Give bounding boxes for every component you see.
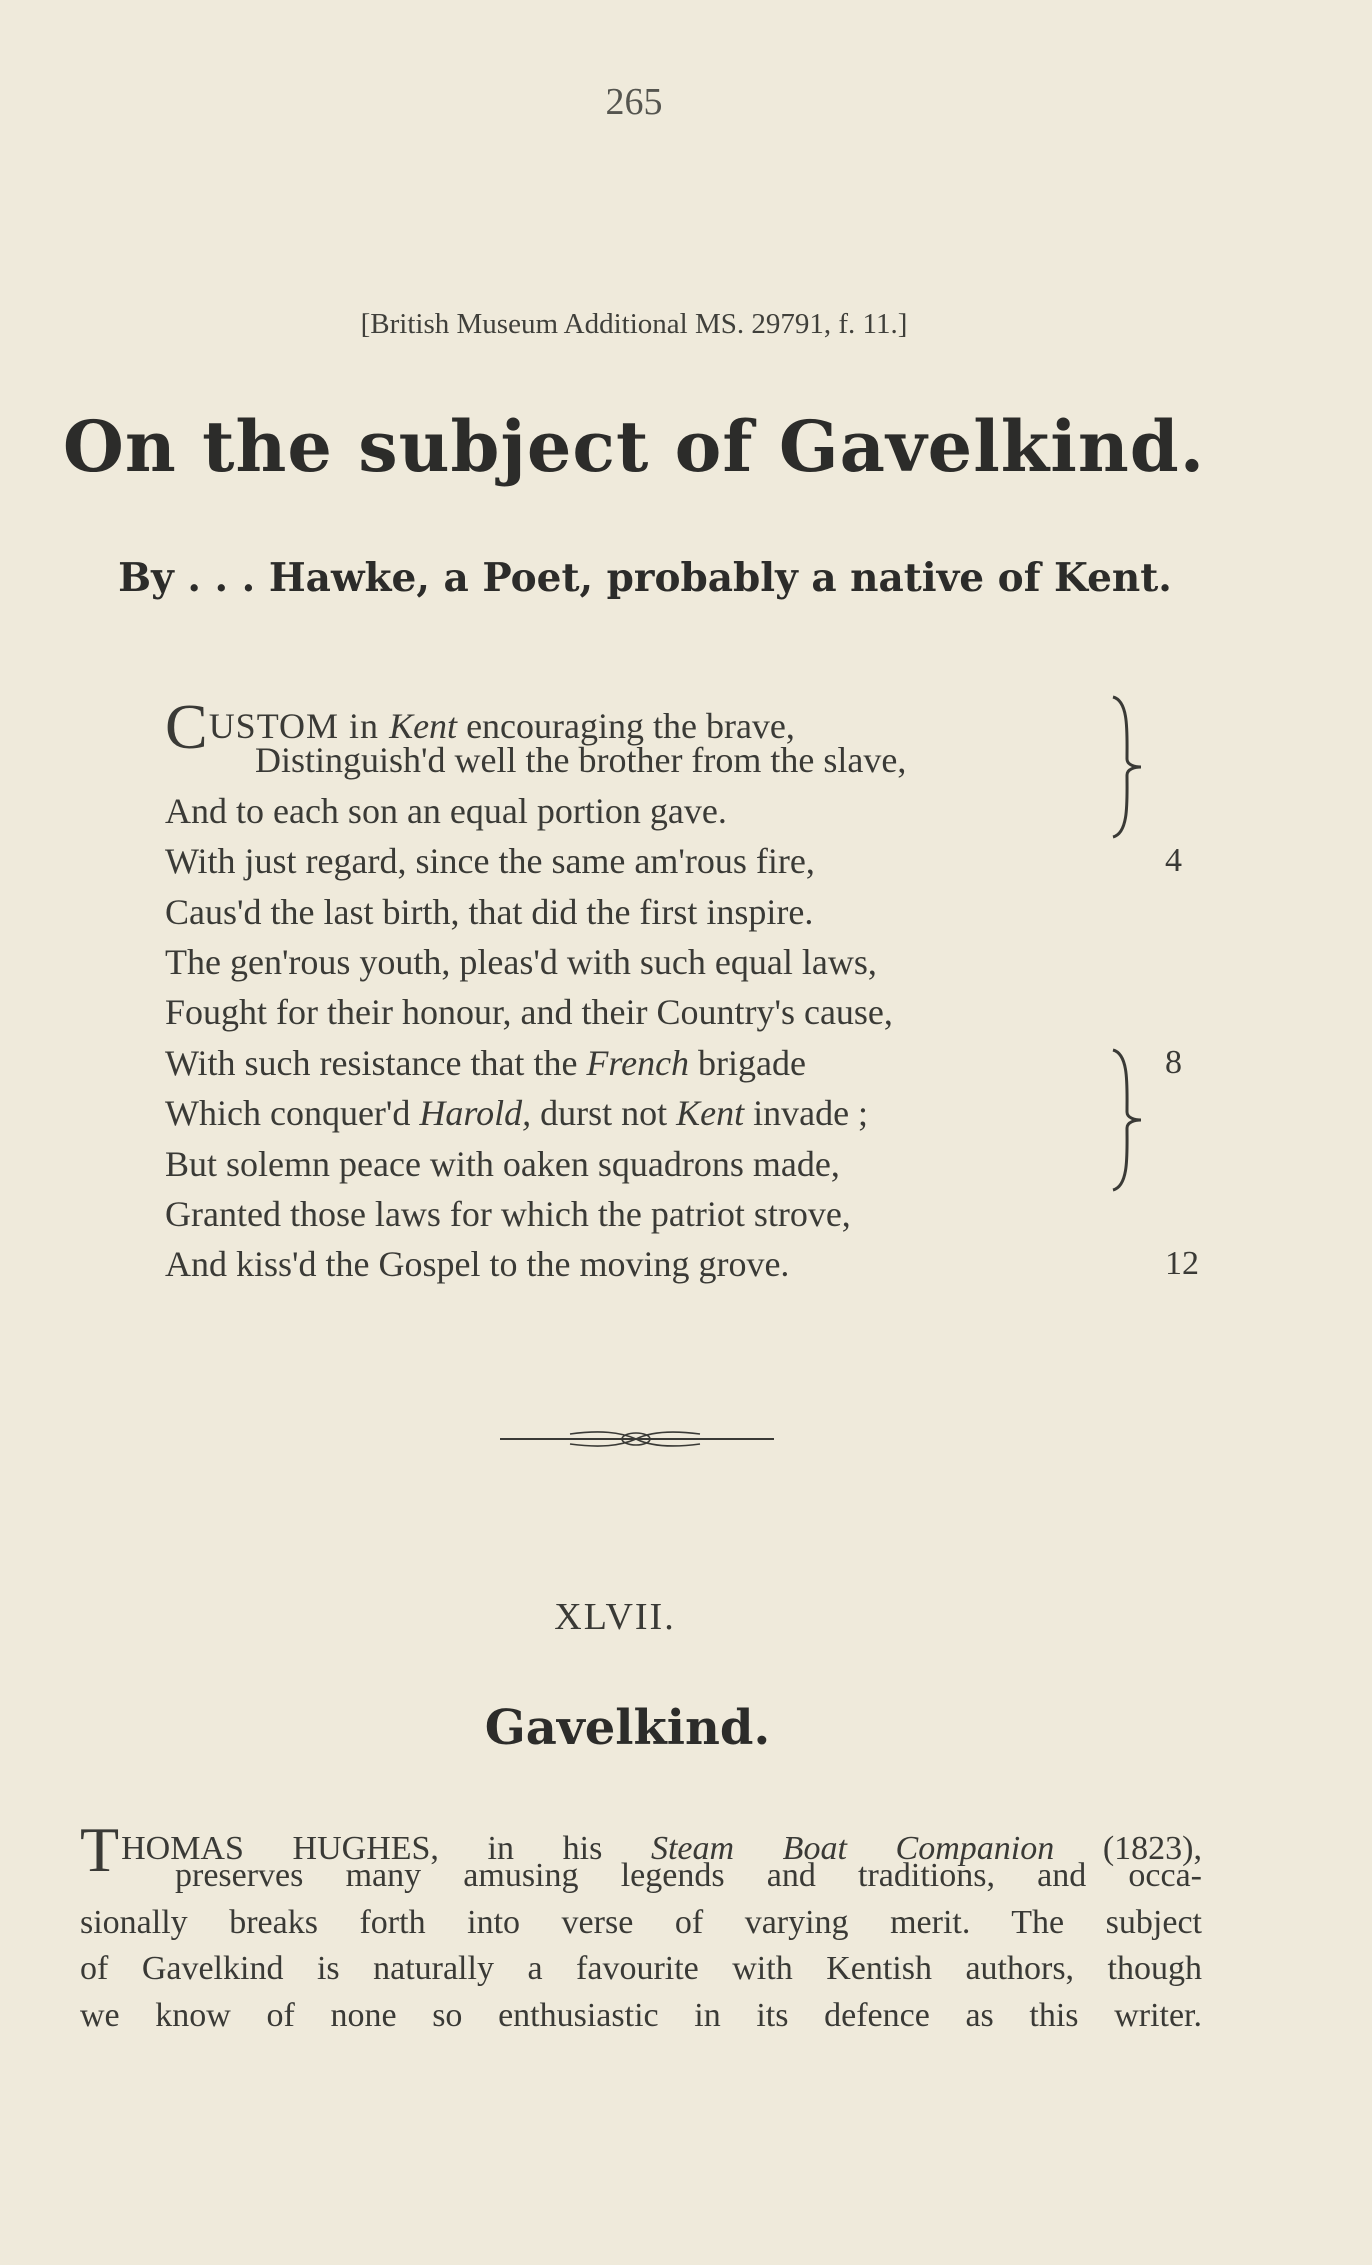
poem-title: On the subject of Gavelkind. (62, 405, 1206, 488)
prose-line: preserves many amusing legends and traditions, and occa- (175, 1856, 1202, 1894)
section-divider-ornament-icon (500, 1424, 774, 1454)
poem-line: And kiss'd the Gospel to the moving grove. 12 (165, 1239, 1215, 1289)
page-number: 265 (605, 81, 663, 123)
prose-line: we know of none so enthusiastic in its defence as this writer. (80, 1997, 1202, 2035)
line-number: 8 (1165, 1043, 1182, 1081)
poem-line: With such resistance that the French brigade 8 (165, 1038, 1215, 1088)
poem-line: Fought for their honour, and their Country's cause, (165, 992, 893, 1033)
poem-line: Granted those laws for which the patriot strove, (165, 1193, 851, 1234)
poem-line: But solemn peace with oaken squadrons made, (165, 1143, 840, 1184)
poem-line: With just regard, since the same am'rous fire, 4 (165, 836, 1215, 886)
section-numeral: XLVII. (554, 1596, 676, 1638)
drop-cap: T (80, 1814, 120, 1885)
poem-line: The gen'rous youth, pleas'd with such equal laws, (165, 941, 877, 982)
section-prose (80, 1806, 1202, 2040)
prose-line: of Gavelkind is naturally a favourite with Kentish authors, though (80, 1950, 1202, 1988)
poem-line: CUSTOM in Kent encouraging the brave, (165, 691, 795, 762)
line-number: 4 (1165, 842, 1182, 880)
poem-line: And to each son an equal portion gave. (165, 790, 727, 831)
poem-line: Distinguish'd well the brother from the slave, (255, 740, 907, 781)
poem-line: Caus'd the last birth, that did the first inspire. (165, 891, 814, 932)
prose-line: THOMAS HUGHES, in his Steam Boat Companion (1823), (80, 1814, 1202, 1885)
poem-byline: By . . . Hawke, a Poet, probably a native of Kent. (118, 555, 1172, 601)
section-title: Gavelkind. (484, 1700, 771, 1756)
triplet-brace-icon (1107, 693, 1157, 841)
manuscript-source: [British Museum Additional MS. 29791, f. 11.] (360, 308, 908, 340)
triplet-brace-icon (1107, 1046, 1157, 1194)
line-number: 12 (1165, 1245, 1199, 1283)
prose-line: sionally breaks forth into verse of varying merit. The subject (80, 1903, 1202, 1941)
poem-body (165, 685, 1215, 1290)
poem-line: Which conquer'd Harold, durst not Kent invade ; (165, 1093, 869, 1134)
drop-cap: C (165, 691, 208, 762)
